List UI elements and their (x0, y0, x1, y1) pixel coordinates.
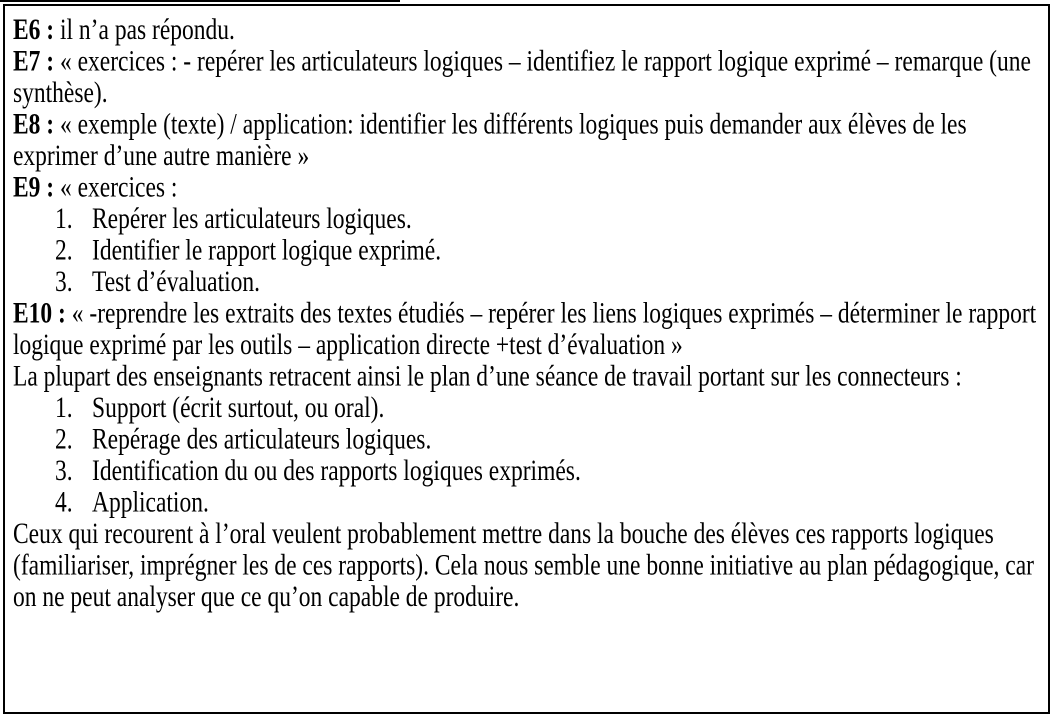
paragraph-e9 (13, 172, 1038, 204)
paragraph-e6-text: il n’a pas répondu. (60, 13, 235, 47)
list-item: Repérage des articulateurs logiques. (92, 423, 432, 456)
crop-artifact-line (0, 0, 400, 2)
list-item: Test d’évaluation. (92, 265, 261, 299)
paragraph-e10-text: « -reprendre les extraits des textes étudiés – repérer les liens logiques exprimés – déterminer le rapport logique exprimé par les outils – application directe +test d’évaluation » (13, 297, 1037, 362)
speaker-label-e6: E6 : (13, 13, 55, 47)
speaker-label-e8: E8 : (13, 108, 55, 141)
paragraph-e10 (13, 298, 1038, 361)
list-item: Repérer les articulateurs logiques. (92, 202, 412, 236)
paragraph-e7-text: « exercices : - repérer les articulateurs logiques – identifiez le rapport logique exprimé – remarque (une synthèse). (13, 45, 1031, 110)
speaker-label-e7: E7 : (13, 45, 55, 78)
e9-exercises-list (13, 204, 1038, 299)
paragraph-e8-text: « exemple (texte) / application: identifier les différents logiques puis demander aux élèves de les exprimer d’une autre manière » (13, 108, 967, 173)
paragraph-e7 (13, 46, 1038, 109)
list-item: Identification du ou des rapports logiques exprimés. (92, 454, 581, 488)
paragraph-e6 (13, 15, 1038, 47)
paragraph-closing: Ceux qui recourent à l’oral veulent probablement mettre dans la bouche des élèves ces rapports logiques (familiariser, imprégner les de ces rapports). Cela nous semble une bonne initiative au plan pédagogique, car on ne peut analyser que ce qu’on capable de produire. (13, 517, 1034, 614)
paragraph-e8 (13, 109, 1038, 172)
document-text-block (5, 6, 1048, 613)
lesson-plan-list (13, 393, 1038, 519)
paragraph-e9-text: « exercices : (60, 171, 178, 204)
speaker-label-e10: E10 : (13, 297, 66, 330)
document-border-box (3, 4, 1050, 714)
speaker-label-e9: E9 : (13, 171, 55, 204)
list-item: Identifier le rapport logique exprimé. (92, 234, 442, 267)
list-item: Support (écrit surtout, ou oral). (92, 391, 385, 425)
list-item: Application. (92, 486, 209, 519)
paragraph-plupart: La plupart des enseignants retracent ainsi le plan d’une séance de travail portant sur les connecteurs : (13, 360, 962, 393)
